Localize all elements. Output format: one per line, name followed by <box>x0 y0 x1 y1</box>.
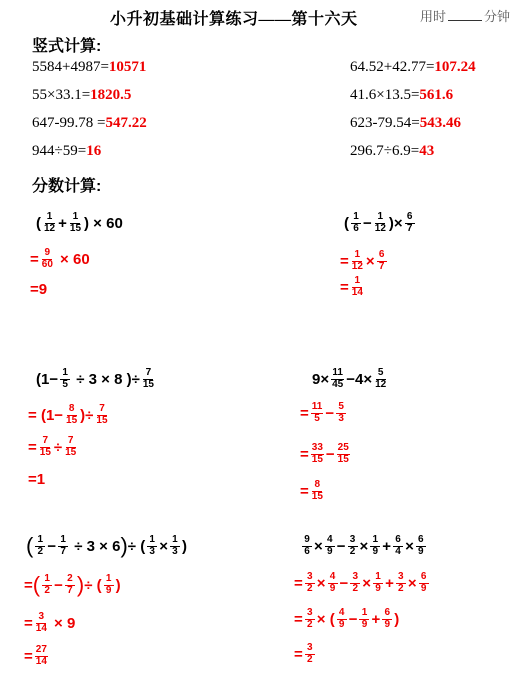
fraction: $\frac{6}{9}$ <box>382 608 392 630</box>
section-fraction: 分数计算: <box>32 178 102 195</box>
fraction: $\frac{1}{9}$ <box>359 608 369 630</box>
problem-d: 9 × $\frac{11}{45}$ − 4 × $\frac{5}{12}$ <box>312 367 387 390</box>
fraction: $\frac{6}{7}$ <box>405 212 415 234</box>
fraction: $\frac{3}{2}$ <box>348 535 358 557</box>
problem-f-step1: = $\frac{3}{2}$ × $\frac{4}{9}$ − $\frac{3}{2}$ × $\frac{1}{9}$ + $\frac{3}{2}$ × $\frac{6}{9}$ <box>294 572 431 594</box>
problem-c-step1: = ( 1 − $\frac{8}{15}$ ) ÷ $\frac{7}{15}$ <box>28 403 108 426</box>
fraction: 1 2 <box>35 535 45 557</box>
fraction: $\frac{1}{5}$ <box>60 368 70 390</box>
fraction: $\frac{1}{12}$ <box>374 211 386 234</box>
fraction: $\frac{5}{12}$ <box>375 367 387 390</box>
problem-c-result: = 1 <box>28 471 46 488</box>
fraction: $\frac{33}{15}$ <box>311 442 323 465</box>
problem-d-step2: = $\frac{33}{15}$ − $\frac{25}{15}$ <box>300 442 349 465</box>
problem-e-result: = $\frac{27}{14}$ <box>24 644 47 667</box>
vertical-problem: 5584+4987=10571 <box>32 59 147 75</box>
vertical-problem: 623-79.54=543.46 <box>350 115 461 131</box>
vertical-problem: 647-99.78 =547.22 <box>32 115 147 131</box>
vertical-problem: 64.52+42.77=107.24 <box>350 59 476 75</box>
section-vertical: 竖式计算: <box>32 38 102 55</box>
vertical-problem: 944÷59=16 <box>32 143 102 159</box>
vertical-problem: 55×33.1=1820.5 <box>32 87 132 103</box>
fraction: $\frac{4}{9}$ <box>325 535 335 557</box>
fraction: $\frac{1}{3}$ <box>147 535 157 557</box>
problem-b-step1: = $\frac{1}{12}$ × $\frac{6}{7}$ <box>340 250 389 272</box>
fraction: $\frac{5}{3}$ <box>336 402 346 424</box>
problem-a-step1: = $\frac{9}{60}$ × 60 <box>30 247 90 270</box>
fraction: $\frac{11}{5}$ <box>311 401 323 424</box>
time-field: 用时 分钟 <box>420 9 511 24</box>
problem-d-step1: = $\frac{11}{5}$ − $\frac{5}{3}$ <box>300 402 348 424</box>
fraction: $\frac{7}{15}$ <box>39 435 51 458</box>
fraction: $\frac{7}{15}$ <box>65 435 77 458</box>
fraction: $\frac{6}{4}$ <box>393 535 403 557</box>
fraction: $\frac{7}{15}$ <box>142 367 154 390</box>
fraction: $\frac{6}{9}$ <box>416 535 426 557</box>
worksheet-title: 小升初基础计算练习——第十六天 <box>110 11 358 28</box>
fraction: $\frac{4}{9}$ <box>328 572 338 594</box>
fraction: $\frac{3}{14}$ <box>35 611 47 634</box>
fraction: $\frac{1}{3}$ <box>170 535 180 557</box>
problem-c-step2: = $\frac{7}{15}$ ÷ $\frac{7}{15}$ <box>28 435 77 458</box>
fraction: $\frac{11}{45}$ <box>332 367 344 390</box>
fraction: $\frac{8}{15}$ <box>311 479 323 502</box>
problem-e: ( 1 2 − $\frac{1}{7}$ ÷ 3 × 6 ) ÷ ( $\frac{1}{3}$ × $\frac{1}{3}$ ) <box>26 533 187 558</box>
problem-e-step1: = ( 1 2 − $\frac{2}{7}$ ) ÷ ( 1 9 ) <box>24 572 121 597</box>
fraction: 1 9 <box>104 574 114 596</box>
problem-e-step2: = $\frac{3}{14}$ × 9 <box>24 611 76 634</box>
fraction: $\frac{3}{2}$ <box>305 572 315 594</box>
fraction: $\frac{3}{2}$ <box>396 572 406 594</box>
fraction: $\frac{8}{15}$ <box>66 403 78 426</box>
fraction: $\frac{25}{15}$ <box>337 442 349 465</box>
problem-b-result: = $\frac{1}{14}$ <box>340 275 363 298</box>
vertical-problem: 296.7÷6.9=43 <box>350 143 435 159</box>
fraction: $\frac{3}{2}$ <box>305 608 315 630</box>
fraction: $\frac{2}{7}$ <box>65 574 75 596</box>
problem-f-result: = $\frac{3}{2}$ <box>294 643 317 665</box>
problem-a: ( 1 12 + $\frac{1}{15}$ ) × 60 <box>36 211 123 234</box>
fraction: $\frac{3}{2}$ <box>350 572 360 594</box>
problem-f-step2: = $\frac{3}{2}$ × ( 4 9 − $\frac{1}{9}$ + $\frac{6}{9}$ ) <box>294 607 400 630</box>
fraction: $\frac{9}{6}$ <box>302 535 312 557</box>
problem-b: ( 1 6 − $\frac{1}{12}$ ) × $\frac{6}{7}$ <box>344 212 417 234</box>
vertical-problem: 41.6×13.5=561.6 <box>350 87 454 103</box>
fraction: $\frac{3}{2}$ <box>305 643 315 665</box>
fraction: $\frac{1}{9}$ <box>370 535 380 557</box>
fraction: $\frac{1}{7}$ <box>58 535 68 557</box>
fraction: 4 9 <box>337 608 347 630</box>
time-blank[interactable] <box>448 8 482 21</box>
fraction: $\frac{9}{60}$ <box>41 247 53 270</box>
fraction: $\frac{6}{9}$ <box>419 572 429 594</box>
fraction: $\frac{6}{7}$ <box>377 250 387 272</box>
problem-d-result: = $\frac{8}{15}$ <box>300 479 323 502</box>
problem-a-result: = 9 <box>30 281 48 298</box>
fraction: $\frac{1}{9}$ <box>373 572 383 594</box>
fraction: 1 12 <box>44 211 56 234</box>
fraction: $\frac{1}{12}$ <box>351 249 363 272</box>
problem-c: ( 1 − $\frac{1}{5}$ ÷ 3 × 8 ) ÷ $\frac{7}{15}$ <box>36 367 154 390</box>
fraction: 1 6 <box>351 212 361 234</box>
problem-f: $\frac{9}{6}$ × $\frac{4}{9}$ − $\frac{3}{2}$ × $\frac{1}{9}$ + $\frac{6}{4}$ × $\frac{6}{9}$ <box>300 535 428 557</box>
fraction: $\frac{1}{15}$ <box>69 211 82 234</box>
fraction: $\frac{27}{14}$ <box>35 644 47 667</box>
fraction: 1 2 <box>42 574 52 596</box>
fraction: $\frac{1}{14}$ <box>351 275 363 298</box>
fraction: $\frac{7}{15}$ <box>96 403 108 426</box>
